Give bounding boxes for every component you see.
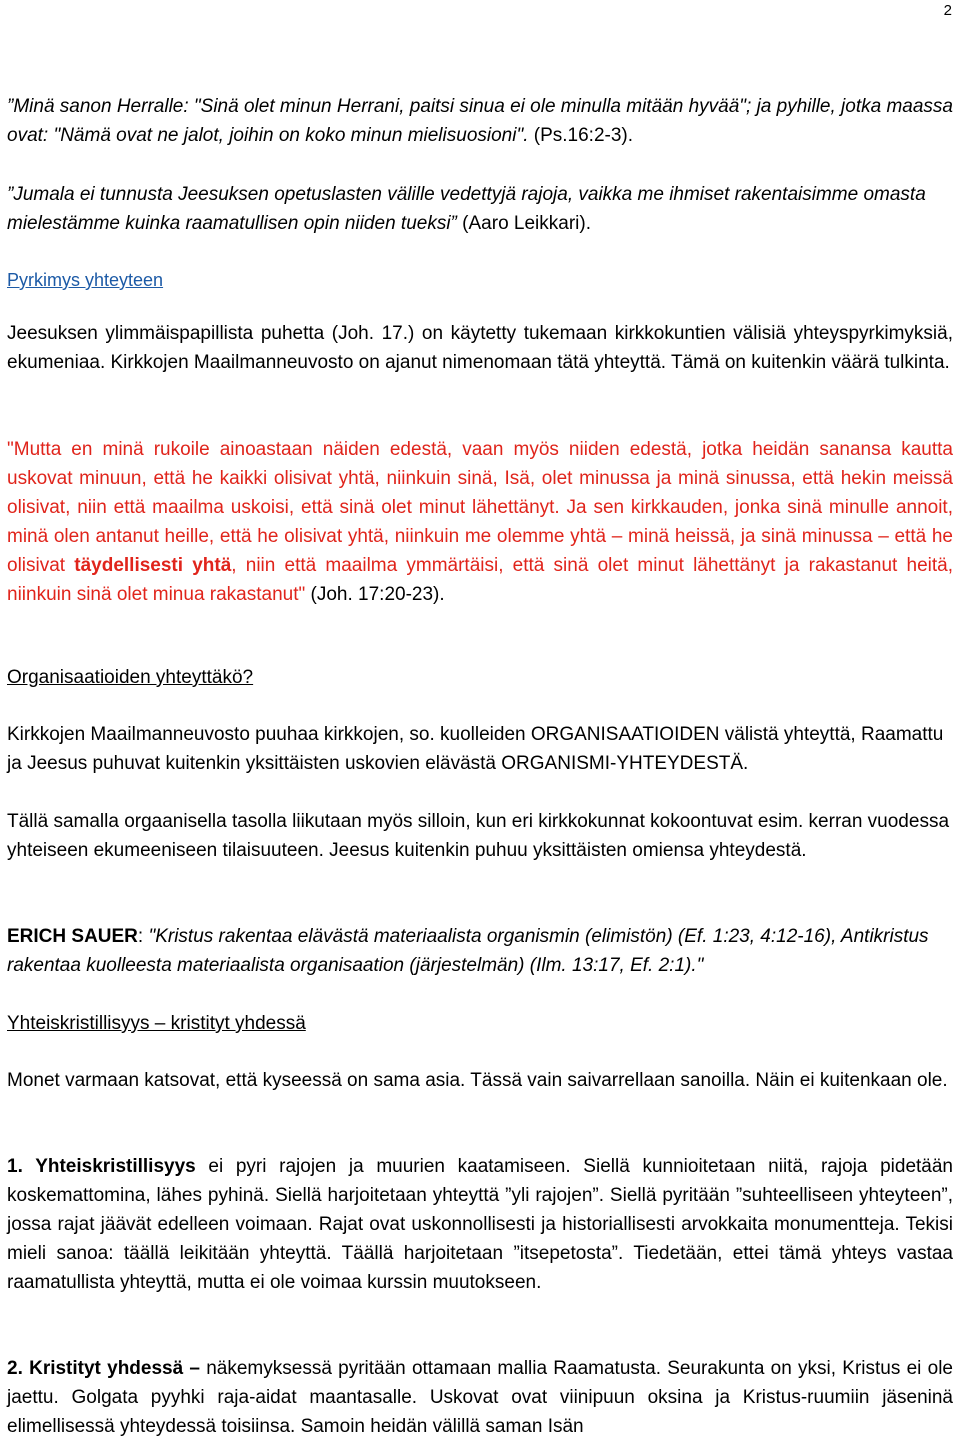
psalm-quote-ref: (Ps.16:2-3).	[528, 125, 634, 146]
leikkari-quote-author: (Aaro Leikkari).	[456, 213, 591, 234]
section2-body2: Tällä samalla orgaanisella tasolla liikutaan myös silloin, kun eri kirkkokunnat kokoontuvat esim. kerran vuodessa yhteiseen ekumeeniseen tilaisuuteen. Jeesus kuitenkin puhuu yksittäisten omiensa yhteydestä.	[7, 811, 950, 861]
list-item-1	[7, 1152, 953, 1297]
list-item-2-number: 2.	[7, 1358, 30, 1379]
sauer-colon: :	[137, 926, 149, 947]
leikkari-quote-text: ”Jumala ei tunnusta Jeesuksen opetuslasten välille vedettyjä rajoja, vaikka me ihmiset rakentaisimme omasta mielestämme kuinka raamatullisen opin niiden tueksi”	[7, 184, 926, 234]
section3-body: Monet varmaan katsovat, että kyseessä on sama asia. Tässä vain saivarrellaan sanoilla. Näin ei kuitenkaan ole.	[7, 1070, 948, 1091]
section1-body: Jeesuksen ylimmäispapillista puhetta (Joh. 17.) on käytetty tukemaan kirkkokuntien välisiä yhteyspyrkimyksiä, ekumeniaa. Kirkkojen Maailmanneuvosto on ajanut nimenomaan tätä yhteyttä. Tämä on kuitenkin väärä tulkinta.	[7, 323, 953, 373]
sauer-name: ERICH SAUER	[7, 926, 138, 947]
heading-organisaatioiden-yhteyttako: Organisaatioiden yhteyttäkö?	[7, 667, 254, 688]
sauer-quote-text: "Kristus rakentaa elävästä materiaalista organismin (elimistön) (Ef. 1:23, 4:12-16), Antikristus rakentaa kuolleesta materiaalista organisaation (järjestelmän) (Ilm. 13:17, Ef. 2:1)."	[7, 926, 929, 976]
list-item-1-term: Yhteiskristillisyys	[35, 1156, 196, 1177]
list-item-2	[7, 1354, 953, 1441]
john-quote-emphasis: täydellisesti yhtä	[74, 555, 232, 576]
heading-yhteiskristillisyys: Yhteiskristillisyys – kristityt yhdessä	[7, 1013, 306, 1034]
list-item-2-text: näkemyksessä pyritään ottamaan mallia Raamatusta. Seurakunta on yksi, Kristus ei ole jaettu. Golgata pyyhki raja-aidat maantasalle. Uskovat ovat viinipuun oksina ja Kristus-ruumiin jäseninä elimellisessä yhteydessä toisiinsa. Samoin heidän välillä saman Isän	[7, 1358, 953, 1437]
john-quote-part2: , niin että maailma ymmärtäisi, että sinä olet minut lähettänyt ja rakastanut heitä, niinkuin sinä olet minua rakastanut"	[7, 555, 953, 605]
john-quote-ref: (Joh. 17:20-23).	[305, 584, 445, 605]
john-quote	[7, 435, 953, 609]
leikkari-quote	[7, 180, 953, 238]
list-item-1-number: 1.	[7, 1156, 36, 1177]
list-item-2-term: Kristityt yhdessä –	[29, 1358, 200, 1379]
sauer-quote	[7, 922, 953, 980]
john-quote-part1: "Mutta en minä rukoile ainoastaan näiden edestä, vaan myös niiden edestä, jotka heidän sanansa kautta uskovat minuun, että he kaikki olisivat yhtä, niinkuin sinä, Isä, olet minussa ja minä sinussa, että hekin meissä olisivat, niin että maailma uskoisi, että sinä olet minut lähettänyt. Ja sen kirkkauden, jonka sinä minulle annoit, minä olen antanut heille, että he olisivat yhtä, niinkuin me olemme yhtä – minä heissä, ja sinä minussa – että he olisivat	[7, 439, 953, 576]
page-number: 2	[943, 2, 952, 19]
section2-body1: Kirkkojen Maailmanneuvosto puuhaa kirkkojen, so. kuolleiden ORGANISAATIOIDEN välistä yhteyttä, Raamattu ja Jeesus puhuvat kuitenkin yksittäisten uskovien elävästä ORGANISMI-YHTEYDESTÄ.	[7, 724, 944, 774]
psalm-quote	[7, 92, 953, 150]
psalm-quote-text: ”Minä sanon Herralle: "Sinä olet minun Herrani, paitsi sinua ei ole minulla mitään hyvää"; ja pyhille, jotka maassa ovat: "Nämä ovat ne jalot, joihin on koko minun mielisuosioni".	[7, 96, 954, 146]
heading-pyrkimys-yhteyteen: Pyrkimys yhteyteen	[7, 270, 164, 290]
list-item-1-text: ei pyri rajojen ja muurien kaatamiseen. Siellä kunnioitetaan niitä, rajoja pidetään koskemattomina, lähes pyhinä. Siellä harjoitetaan yhteyttä ”yli rajojen”. Siellä pyritään ”suhteelliseen yhteyteen”, jossa rajat jäävät edelleen voimaan. Rajat ovat uskonnollisesti ja historiallisesti arvokkaita monumentteja. Tekisi mieli sanoa: täällä leikitään yhteyttä. Täällä harjoitetaan ”itsepetosta”. Tiedetään, ettei tämä yhteys vastaa raamatullista yhteyttä, mutta ei ole voimaa kurssin muutokseen.	[7, 1156, 954, 1293]
